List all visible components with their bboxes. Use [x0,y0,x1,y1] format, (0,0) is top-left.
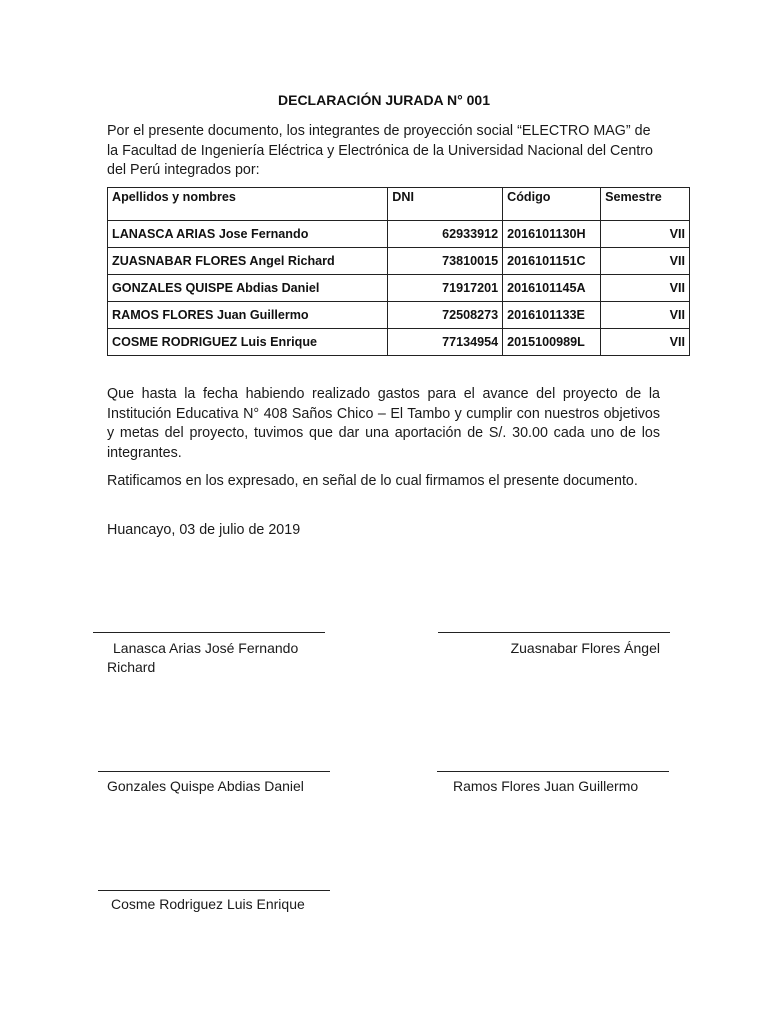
table-row [108,275,690,302]
document-title: DECLARACIÓN JURADA N° 001 [278,92,490,108]
member-semester: VII [601,275,690,302]
ratification-paragraph: Ratificamos en los expresado, en señal de lo cual firmamos el presente documento. [107,473,638,489]
signature-line-5 [98,890,330,891]
member-dni: 72508273 [388,302,503,329]
member-dni: 71917201 [388,275,503,302]
table-header-row [108,188,690,221]
header-semester: Semestre [601,188,690,221]
member-dni: 62933912 [388,221,503,248]
signature-name-1-line1: Lanasca Arias José Fernando [113,640,299,656]
member-semester: VII [601,329,690,356]
signature-line-4 [437,771,669,772]
header-dni: DNI [388,188,503,221]
intro-paragraph: Por el presente documento, los integrantes de proyección social “ELECTRO MAG” de la Facultad de Ingeniería Eléctrica y Electrónica de la Universidad Nacional del Centro del Perú integrados por: [107,123,653,178]
header-code: Código [503,188,601,221]
member-dni: 73810015 [388,248,503,275]
table-row [108,302,690,329]
member-name: LANASCA ARIAS Jose Fernando [108,221,388,248]
signature-name-2: Zuasnabar Flores Ángel [510,640,660,656]
member-code: 2016101151C [503,248,601,275]
signature-name-5: Cosme Rodriguez Luis Enrique [111,896,305,912]
signature-line-2 [438,632,670,633]
member-code: 2016101130H [503,221,601,248]
signature-name-4: Ramos Flores Juan Guillermo [453,778,639,794]
signature-line-3 [98,771,330,772]
signature-name-3: Gonzales Quispe Abdias Daniel [107,778,304,794]
members-table [107,187,690,356]
table-row [108,248,690,275]
member-name: COSME RODRIGUEZ Luis Enrique [108,329,388,356]
member-name: ZUASNABAR FLORES Angel Richard [108,248,388,275]
member-semester: VII [601,248,690,275]
member-semester: VII [601,221,690,248]
signature-name-1-line2: Richard [107,659,156,675]
member-name: RAMOS FLORES Juan Guillermo [108,302,388,329]
member-dni: 77134954 [388,329,503,356]
place-date: Huancayo, 03 de julio de 2019 [107,522,301,538]
member-name: GONZALES QUISPE Abdias Daniel [108,275,388,302]
member-code: 2016101133E [503,302,601,329]
table-row [108,329,690,356]
signature-line-1 [93,632,325,633]
member-code: 2015100989L [503,329,601,356]
member-semester: VII [601,302,690,329]
header-names: Apellidos y nombres [108,188,388,221]
member-code: 2016101145A [503,275,601,302]
table-row [108,221,690,248]
signature-name-1 [107,639,347,677]
body-paragraph: Que hasta la fecha habiendo realizado gastos para el avance del proyecto de la Institución Educativa N° 408 Saños Chico – El Tambo y cumplir con nuestros objetivos y metas del proyecto, tuvimos que dar una aportación de S/. 30.00 cada uno de los integrantes. [107,386,660,461]
